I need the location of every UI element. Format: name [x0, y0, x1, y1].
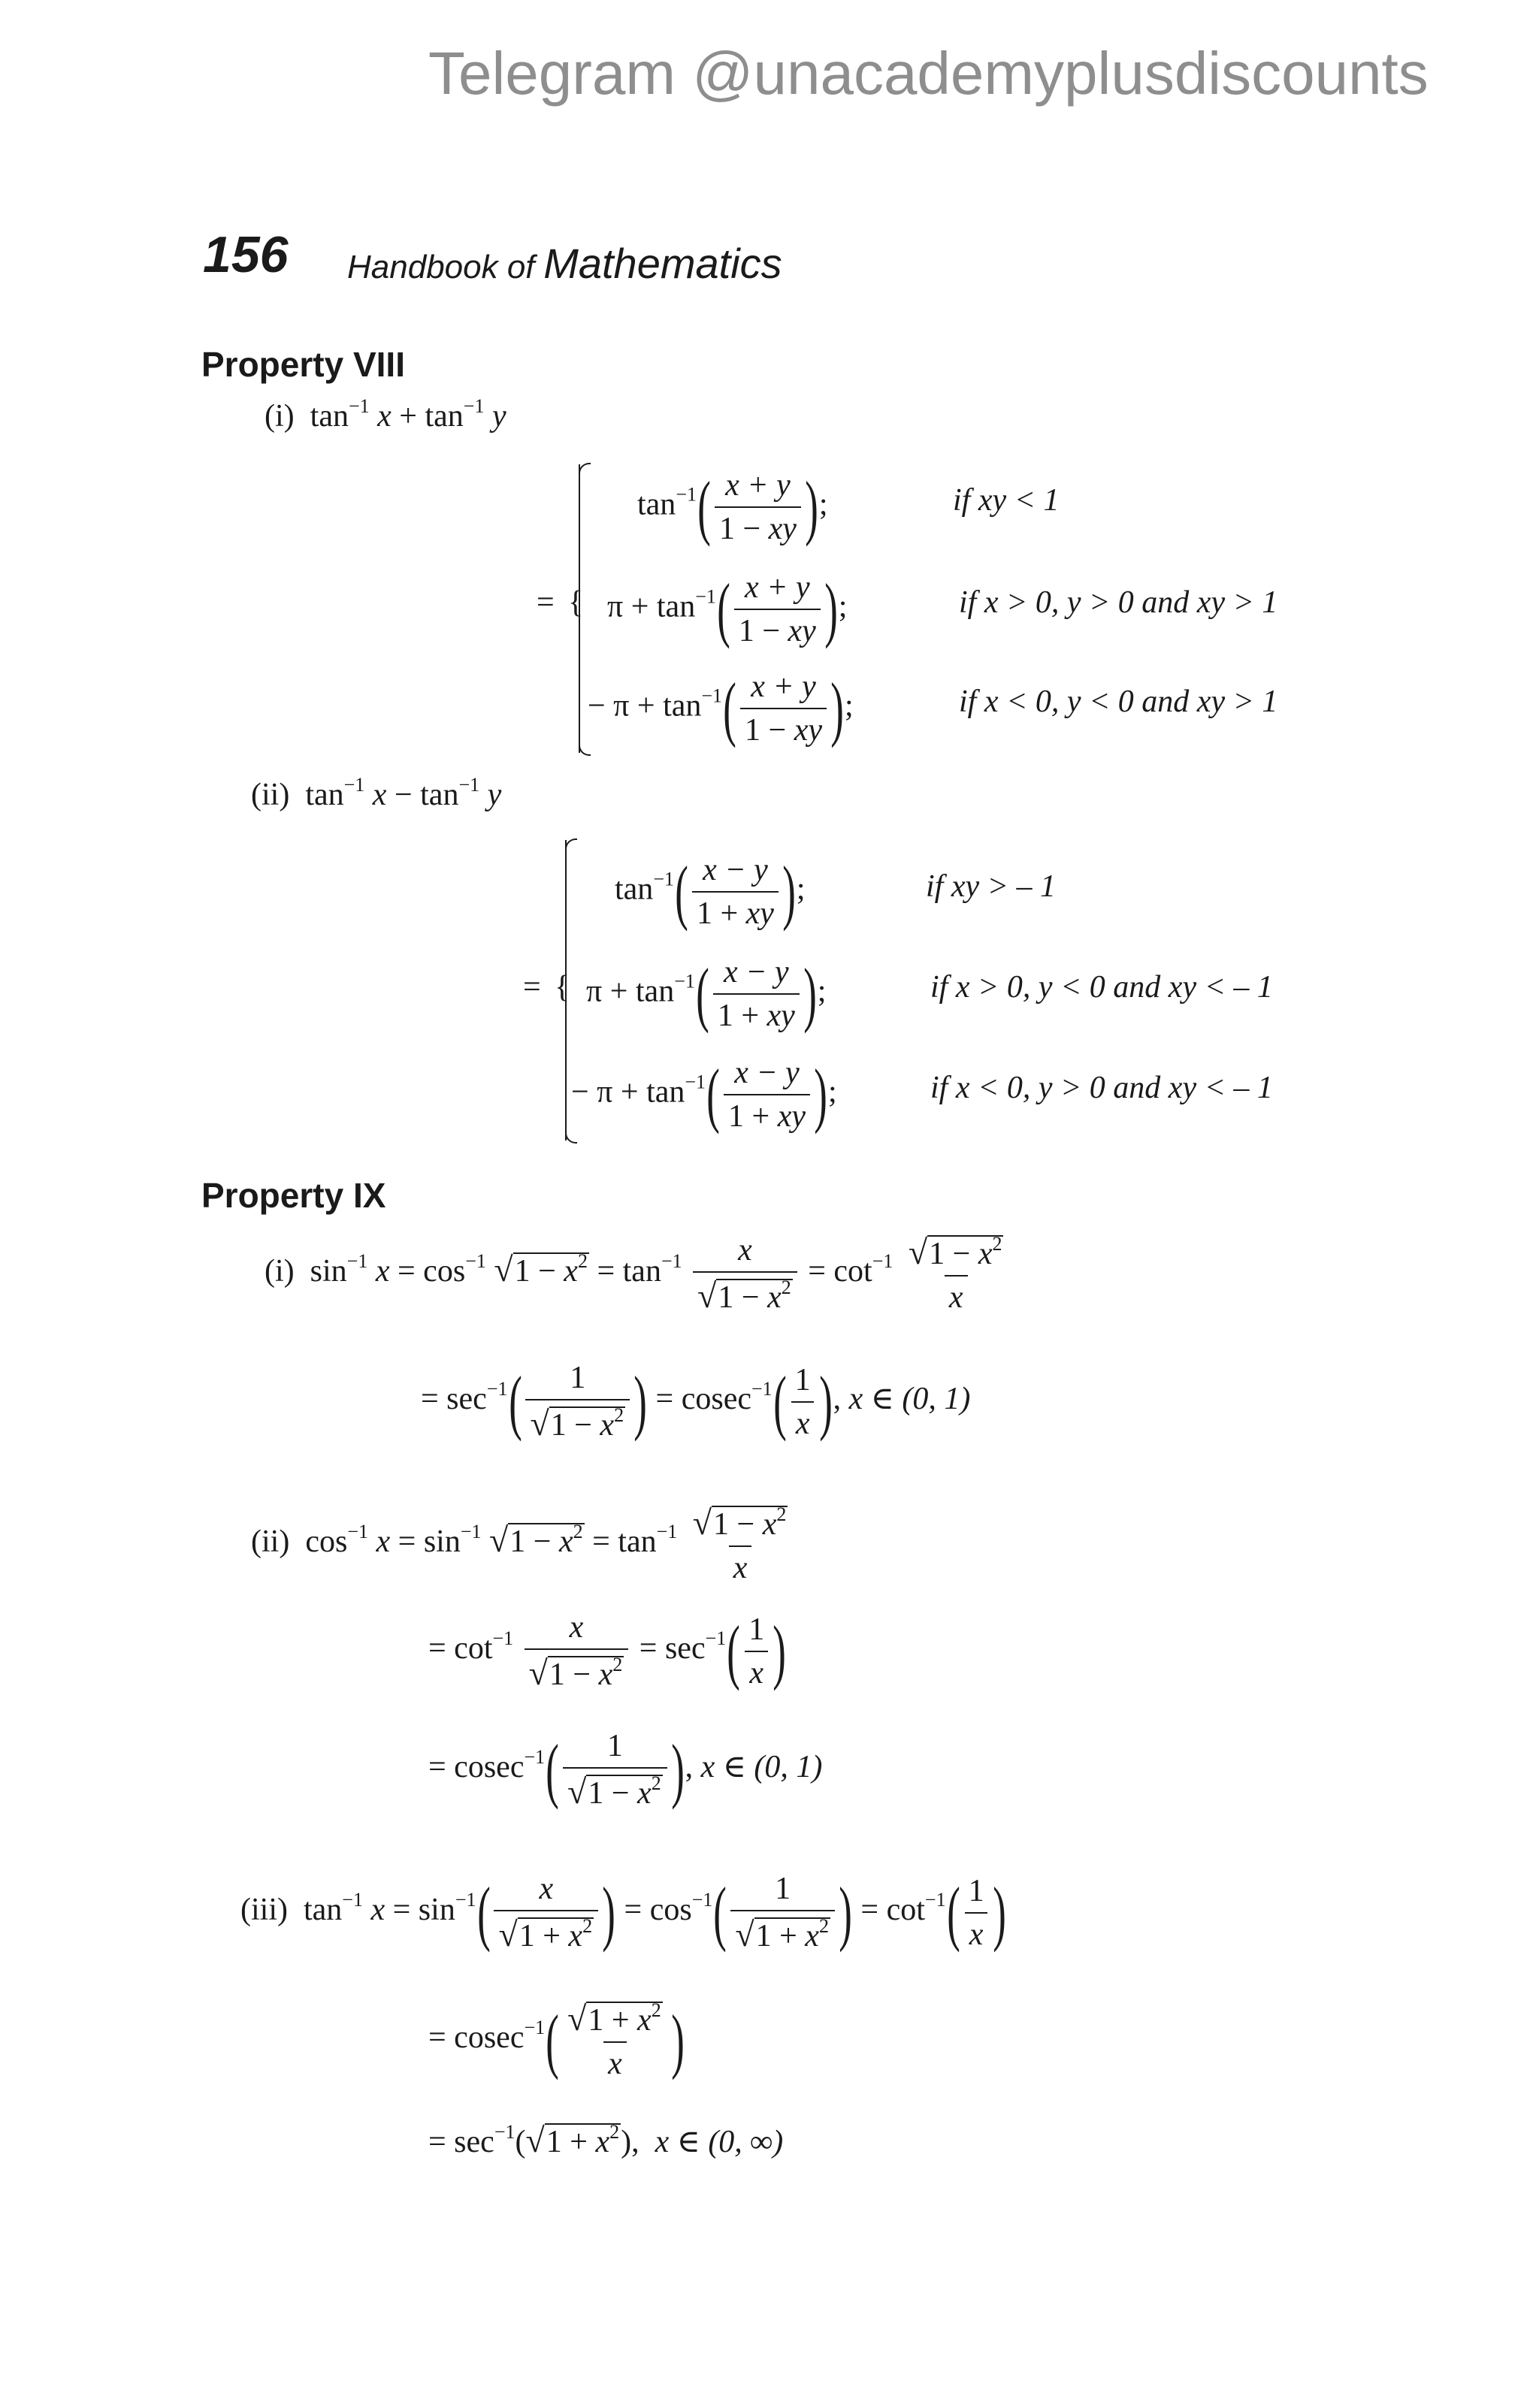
prop8-ii-cond2: if x > 0, y < 0 and xy < – 1 — [930, 970, 1273, 1005]
prop8-i-lhs: (i) $\tan^{-1} x + \tan^{-1} y$ — [265, 395, 506, 434]
prop9-ii-domain: x ∈ (0, 1) — [700, 1750, 823, 1785]
prop9-i-label: (i) — [265, 1254, 295, 1289]
prop8-ii-brace-mid: { — [555, 970, 570, 1005]
prop9-ii-label: (ii) — [251, 1524, 290, 1560]
prop8-ii-lhs: (ii) $\tan^{-1} x - \tan^{-1} y$ — [251, 774, 502, 812]
property-ix-heading: Property IX — [201, 1176, 386, 1215]
page-number: 156 — [203, 226, 289, 283]
prop9-ii-line3: = cosec$^{-1}$( $\frac{1}{√1 - x^2}$ ), x ∈ (0, 1) — [428, 1729, 823, 1811]
prop9-iii-domain: x ∈ (0, ∞) — [655, 2125, 784, 2159]
prop8-ii-equals: = — [523, 970, 541, 1005]
prop8-i-label: (i) — [265, 399, 295, 434]
prop9-i-line2: = $\sec^{-1}$( $\frac{1}{√1 - x^2}$ ) = cosec$^{-1}$( $\frac{1}{x}$ ), x ∈ (0, 1) — [421, 1361, 971, 1443]
property-viii-heading: Property VIII — [201, 345, 405, 384]
prop9-ii-line2: = $\cot^{-1}$ $\frac{x}{√1 - x^2}$ = $\sec^{-1}$( $\frac{1}{x}$ ) — [428, 1610, 787, 1692]
prop8-ii-label: (ii) — [251, 778, 290, 812]
prop8-ii-case1: $\tan^{-1}$( $\frac{x - y}{1 + xy}$ ); — [615, 851, 806, 932]
prop9-iii-line3: = $\sec^{-1}(√1 + x^2)$, x ∈ (0, ∞) — [428, 2121, 784, 2159]
prop8-i-cond3: if x < 0, y < 0 and xy > 1 — [959, 684, 1278, 719]
prop9-iii-label: (iii) — [240, 1893, 288, 1928]
prop9-ii-line1: (ii) $\cos^{-1} x = \sin^{-1} √1 - x^2 = \tan^{-1}$ $\frac{√1 - x^2}{x}$ — [251, 1503, 787, 1585]
prop8-i-case2: $\pi + \tan^{-1}$( $\frac{x + y}{1 - xy}$ ); — [607, 569, 848, 649]
prop8-ii-case2: $\pi + \tan^{-1}$( $\frac{x - y}{1 + xy}$ ); — [586, 953, 827, 1034]
prop8-i-case3: − $\pi + \tan^{-1}$( $\frac{x + y}{1 - xy}$ ); — [588, 668, 854, 748]
prop8-i-brace-mid: { — [568, 585, 584, 620]
prop8-ii-cond1: if xy > – 1 — [926, 869, 1056, 904]
book-title-main: Mathematics — [543, 240, 782, 287]
prop8-i-case1: $\tan^{-1}$( $\frac{x + y}{1 - xy}$ ); — [637, 467, 828, 547]
prop8-i-cond2: if x > 0, y > 0 and xy > 1 — [959, 585, 1278, 620]
prop9-iii-line2: = cosec$^{-1}$( $\frac{√1 + x^2}{x}$ ) — [428, 1999, 685, 2081]
prop8-ii-case3: − $\pi + \tan^{-1}$( $\frac{x - y}{1 + xy}$ ); — [571, 1054, 837, 1135]
prop9-i-domain: x ∈ (0, 1) — [848, 1382, 971, 1417]
book-title-prefix: Handbook of — [347, 249, 535, 286]
prop9-i-line1: (i) $\sin^{-1} x = \cos^{-1} √1 - x^2 = \tan^{-1}$ $\frac{x}{√1 - x^2}$ = $\cot^{-1}$ $\frac{√1 - x^2}{x}$ — [265, 1233, 1002, 1315]
prop8-i-cond1: if xy < 1 — [953, 483, 1060, 518]
prop8-ii-cond3: if x < 0, y > 0 and xy < – 1 — [930, 1071, 1273, 1105]
prop9-iii-line1: (iii) $\tan^{-1} x = \sin^{-1}$( $\frac{x}{√1 + x^2}$ ) = $\cos^{-1}$( $\frac{1}{√1 + x^2}$ ) = $\cot^{-1}$( $\frac{1}{x}$ ) — [240, 1872, 1006, 1953]
prop8-i-equals: = — [537, 585, 555, 620]
book-title — [347, 239, 782, 288]
watermark: Telegram @unacademyplusdiscounts — [428, 40, 1429, 107]
